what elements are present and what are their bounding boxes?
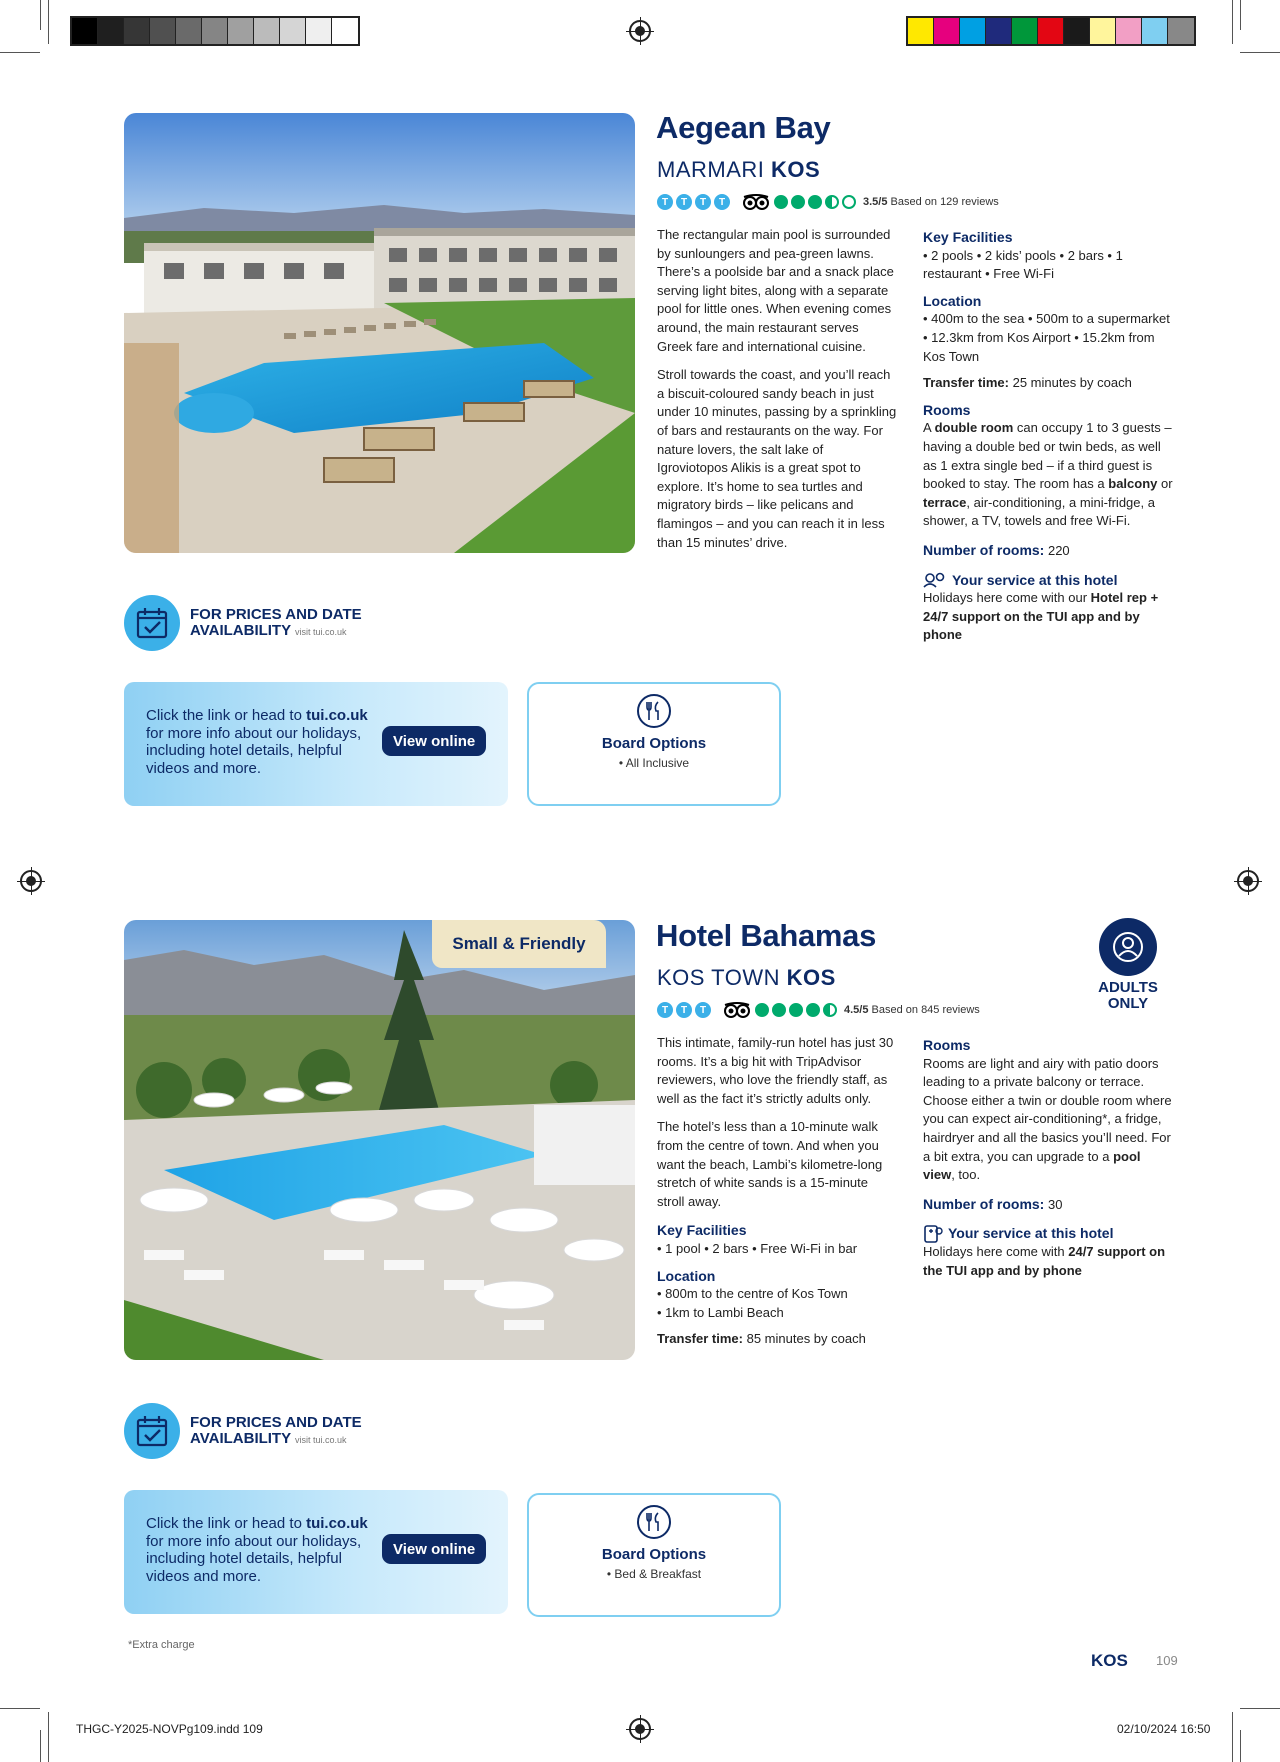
tui-rating-circle: T xyxy=(657,1002,673,1018)
adults-only-badge xyxy=(1092,918,1164,1012)
page-number: 109 xyxy=(1156,1653,1178,1668)
transfer-label: Transfer time: xyxy=(923,375,1009,391)
color-bar xyxy=(906,16,1196,46)
details-column xyxy=(923,226,1173,653)
crop-mark xyxy=(1240,1708,1280,1709)
registration-mark xyxy=(1237,870,1259,892)
rating-row xyxy=(657,1002,980,1018)
rating-value: 3.5/5 xyxy=(863,196,888,208)
footer-section: KOS xyxy=(1091,1651,1128,1670)
number-of-rooms-value: 220 xyxy=(1047,542,1070,558)
rating-reviews: Based on 129 reviews xyxy=(890,196,999,208)
hotel-location xyxy=(657,965,836,991)
crop-mark xyxy=(40,0,41,30)
service-text: Holidays here come with our Hotel rep + 24/7 support on the TUI app and by phone xyxy=(923,590,1159,643)
location-area: MARMARI xyxy=(657,157,765,182)
promo-panel xyxy=(124,682,508,806)
rating-row xyxy=(657,194,999,210)
pool-photo-illustration xyxy=(124,113,635,553)
crop-mark xyxy=(1232,0,1233,44)
description-paragraph: This intimate, family-run hotel has just 30 rooms. It’s a big hit with TripAdvisor reviewers, who love the friendly staff, as well as the fact it’s strictly adults only. xyxy=(657,1035,894,1106)
registration-mark xyxy=(20,870,42,892)
rating-dot xyxy=(825,195,839,209)
crop-mark xyxy=(48,0,49,44)
prices-line1: FOR PRICES AND DATE xyxy=(190,1413,362,1431)
crop-mark xyxy=(40,1730,41,1762)
service-heading: Your service at this hotel xyxy=(952,571,1118,588)
rating-value: 4.5/5 xyxy=(844,1004,869,1016)
prices-line1: FOR PRICES AND DATE xyxy=(190,605,362,623)
transfer-value: 85 minutes by coach xyxy=(746,1331,866,1347)
cutlery-icon xyxy=(637,694,671,728)
description-paragraph: The hotel’s less than a 10-minute walk from the centre of town. And when you want the beach, Lambi’s kilometre-long stretch of white sands is a 15-minute stroll away. xyxy=(657,1119,883,1209)
rating-text xyxy=(844,1004,980,1016)
transfer-value: 25 minutes by coach xyxy=(1012,375,1132,391)
hotel-location xyxy=(657,157,820,183)
prices-line2: AVAILABILITY xyxy=(190,621,291,639)
pool-photo-illustration xyxy=(124,920,635,1360)
rating-dot xyxy=(806,1003,820,1017)
hotel-name: Hotel Bahamas xyxy=(656,918,877,953)
service-heading: Your service at this hotel xyxy=(948,1225,1114,1242)
calendar-check-icon xyxy=(124,1403,180,1459)
slug-datetime: 02/10/2024 16:50 xyxy=(1117,1722,1211,1736)
location-island: KOS xyxy=(771,157,821,182)
view-online-button[interactable]: View online xyxy=(382,1534,486,1564)
promo-link[interactable]: tui.co.uk xyxy=(306,707,368,724)
hotel-photo xyxy=(124,920,635,1360)
location-island: KOS xyxy=(786,965,836,990)
description-column xyxy=(657,226,897,562)
location-area: KOS TOWN xyxy=(657,965,780,990)
rating-dot xyxy=(791,195,805,209)
phone-support-icon xyxy=(923,1225,943,1243)
board-options xyxy=(527,1493,781,1617)
crop-mark xyxy=(1240,1730,1241,1762)
rating-dot xyxy=(823,1003,837,1017)
slug-file: THGC-Y2025-NOVPg109.indd 109 xyxy=(76,1722,263,1736)
tui-rating-circle: T xyxy=(676,194,692,210)
rating-text xyxy=(863,196,999,208)
description-paragraph: The rectangular main pool is surrounded by sunloungers and pea-green lawns. There’s a poolside bar and a snack place serving light bites, along with a separate pool for little ones. When evening comes around, the main restaurant serves Greek fare and international cuisine. xyxy=(657,227,894,354)
description-paragraph: Stroll towards the coast, and you’ll reach a biscuit-coloured sandy beach in just under 10 minutes, passing by a sprinkling of bars and restaurants on the way. For nature lovers, the salt lake of Igroviotopos Alikis is a great spot to explore. It’s home to sea turtles and migratory birds – like pelicans and flamingos – and you can reach it in less than 15 minutes’ drive. xyxy=(657,367,897,550)
location-line: • 800m to the centre of Kos Town xyxy=(657,1286,848,1302)
number-of-rooms: Number of rooms: xyxy=(923,1195,1045,1212)
cutlery-icon xyxy=(637,1505,671,1539)
key-facilities-heading: Key Facilities xyxy=(923,229,1013,245)
rooms-heading: Rooms xyxy=(923,1037,971,1053)
hotel-photo xyxy=(124,113,635,553)
rating-dot xyxy=(808,195,822,209)
number-of-rooms: Number of rooms: xyxy=(923,541,1045,558)
description-column xyxy=(657,1034,897,1357)
tripadvisor-owl-icon xyxy=(722,1002,752,1018)
rooms-text: A double room can occupy 1 to 3 guests – having a double bed or twin beds, as well as 1 extra single bed – if a third guest is booked to stay. The room has a balcony or terrace, air-conditioning, a mini-fridge, a shower, a TV, towels and free Wi-Fi. xyxy=(923,420,1173,529)
crop-mark xyxy=(1240,0,1241,30)
board-title: Board Options xyxy=(601,735,707,752)
board-options xyxy=(527,682,781,806)
hotel-name: Aegean Bay xyxy=(656,110,831,145)
location-heading: Location xyxy=(923,292,982,309)
crop-mark xyxy=(1232,1712,1233,1762)
footnote: *Extra charge xyxy=(128,1639,195,1651)
service-text: Holidays here come with 24/7 support on the TUI app and by phone xyxy=(923,1243,1166,1278)
tui-rating-circle: T xyxy=(695,194,711,210)
prices-visit: visit tui.co.uk xyxy=(295,626,347,637)
prices-cta[interactable] xyxy=(124,595,362,651)
tui-rating-circle: T xyxy=(676,1002,692,1018)
rating-dot xyxy=(774,195,788,209)
board-value: • All Inclusive xyxy=(618,756,690,770)
rating-reviews: Based on 845 reviews xyxy=(871,1004,980,1016)
tui-rating-circle: T xyxy=(657,194,673,210)
promo-text: Click the link or head to tui.co.uk for more info about our holidays, including hotel details, helpful videos and more. xyxy=(146,1515,368,1585)
rep-icon xyxy=(923,572,947,588)
registration-mark xyxy=(629,1718,651,1740)
crop-mark xyxy=(48,1712,49,1762)
promo-panel xyxy=(124,1490,508,1614)
small-and-friendly-badge: Small & Friendly xyxy=(432,920,606,968)
rating-dot xyxy=(755,1003,769,1017)
number-of-rooms-value: 30 xyxy=(1047,1196,1063,1212)
transfer-label: Transfer time: xyxy=(657,1331,743,1347)
location-heading: Location xyxy=(657,1267,716,1284)
rooms-text: Rooms are light and airy with patio doors leading to a private balcony or terrace. Choose either a twin or double room where you can expect air-conditioning*, a fridge, hairdryer and all the basics you’ll need. For a bit extra, you can upgrade to a pool view, too. xyxy=(923,1055,1172,1183)
prices-cta[interactable] xyxy=(124,1403,362,1459)
key-facilities-heading: Key Facilities xyxy=(657,1222,747,1239)
promo-link[interactable]: tui.co.uk xyxy=(306,1515,368,1532)
details-column xyxy=(923,1034,1173,1288)
tui-rating-circle: T xyxy=(695,1002,711,1018)
rooms-heading: Rooms xyxy=(923,401,971,418)
location-line: • 1km to Lambi Beach xyxy=(657,1304,784,1320)
tui-rating-circle: T xyxy=(714,194,730,210)
crop-mark xyxy=(0,52,40,53)
crop-mark xyxy=(1240,52,1280,53)
calendar-check-icon xyxy=(124,595,180,651)
tripadvisor-owl-icon xyxy=(741,194,771,210)
prices-line2: AVAILABILITY xyxy=(190,1429,291,1447)
key-facilities-text: • 2 pools • 2 kids’ pools • 2 bars • 1 restaurant • Free Wi-Fi xyxy=(923,247,1123,282)
board-value: • Bed & Breakfast xyxy=(606,1567,702,1581)
grayscale-bar xyxy=(70,16,360,46)
adults-only-label: ADULTS ONLY xyxy=(1098,979,1158,1012)
registration-mark xyxy=(629,20,651,42)
crop-mark xyxy=(0,1708,40,1709)
board-title: Board Options xyxy=(601,1546,707,1563)
prices-visit: visit tui.co.uk xyxy=(295,1434,347,1445)
rating-dot xyxy=(842,195,856,209)
key-facilities-text: • 1 pool • 2 bars • Free Wi-Fi in bar xyxy=(657,1240,858,1256)
rating-dot xyxy=(772,1003,786,1017)
rating-dot xyxy=(789,1003,803,1017)
adults-only-icon xyxy=(1099,918,1157,976)
promo-text: Click the link or head to tui.co.uk for more info about our holidays, including hotel details, helpful videos and more. xyxy=(146,707,368,777)
view-online-button[interactable]: View online xyxy=(382,726,486,756)
location-text: • 400m to the sea • 500m to a supermarket • 12.3km from Kos Airport • 15.2km from Kos Town xyxy=(923,311,1170,364)
